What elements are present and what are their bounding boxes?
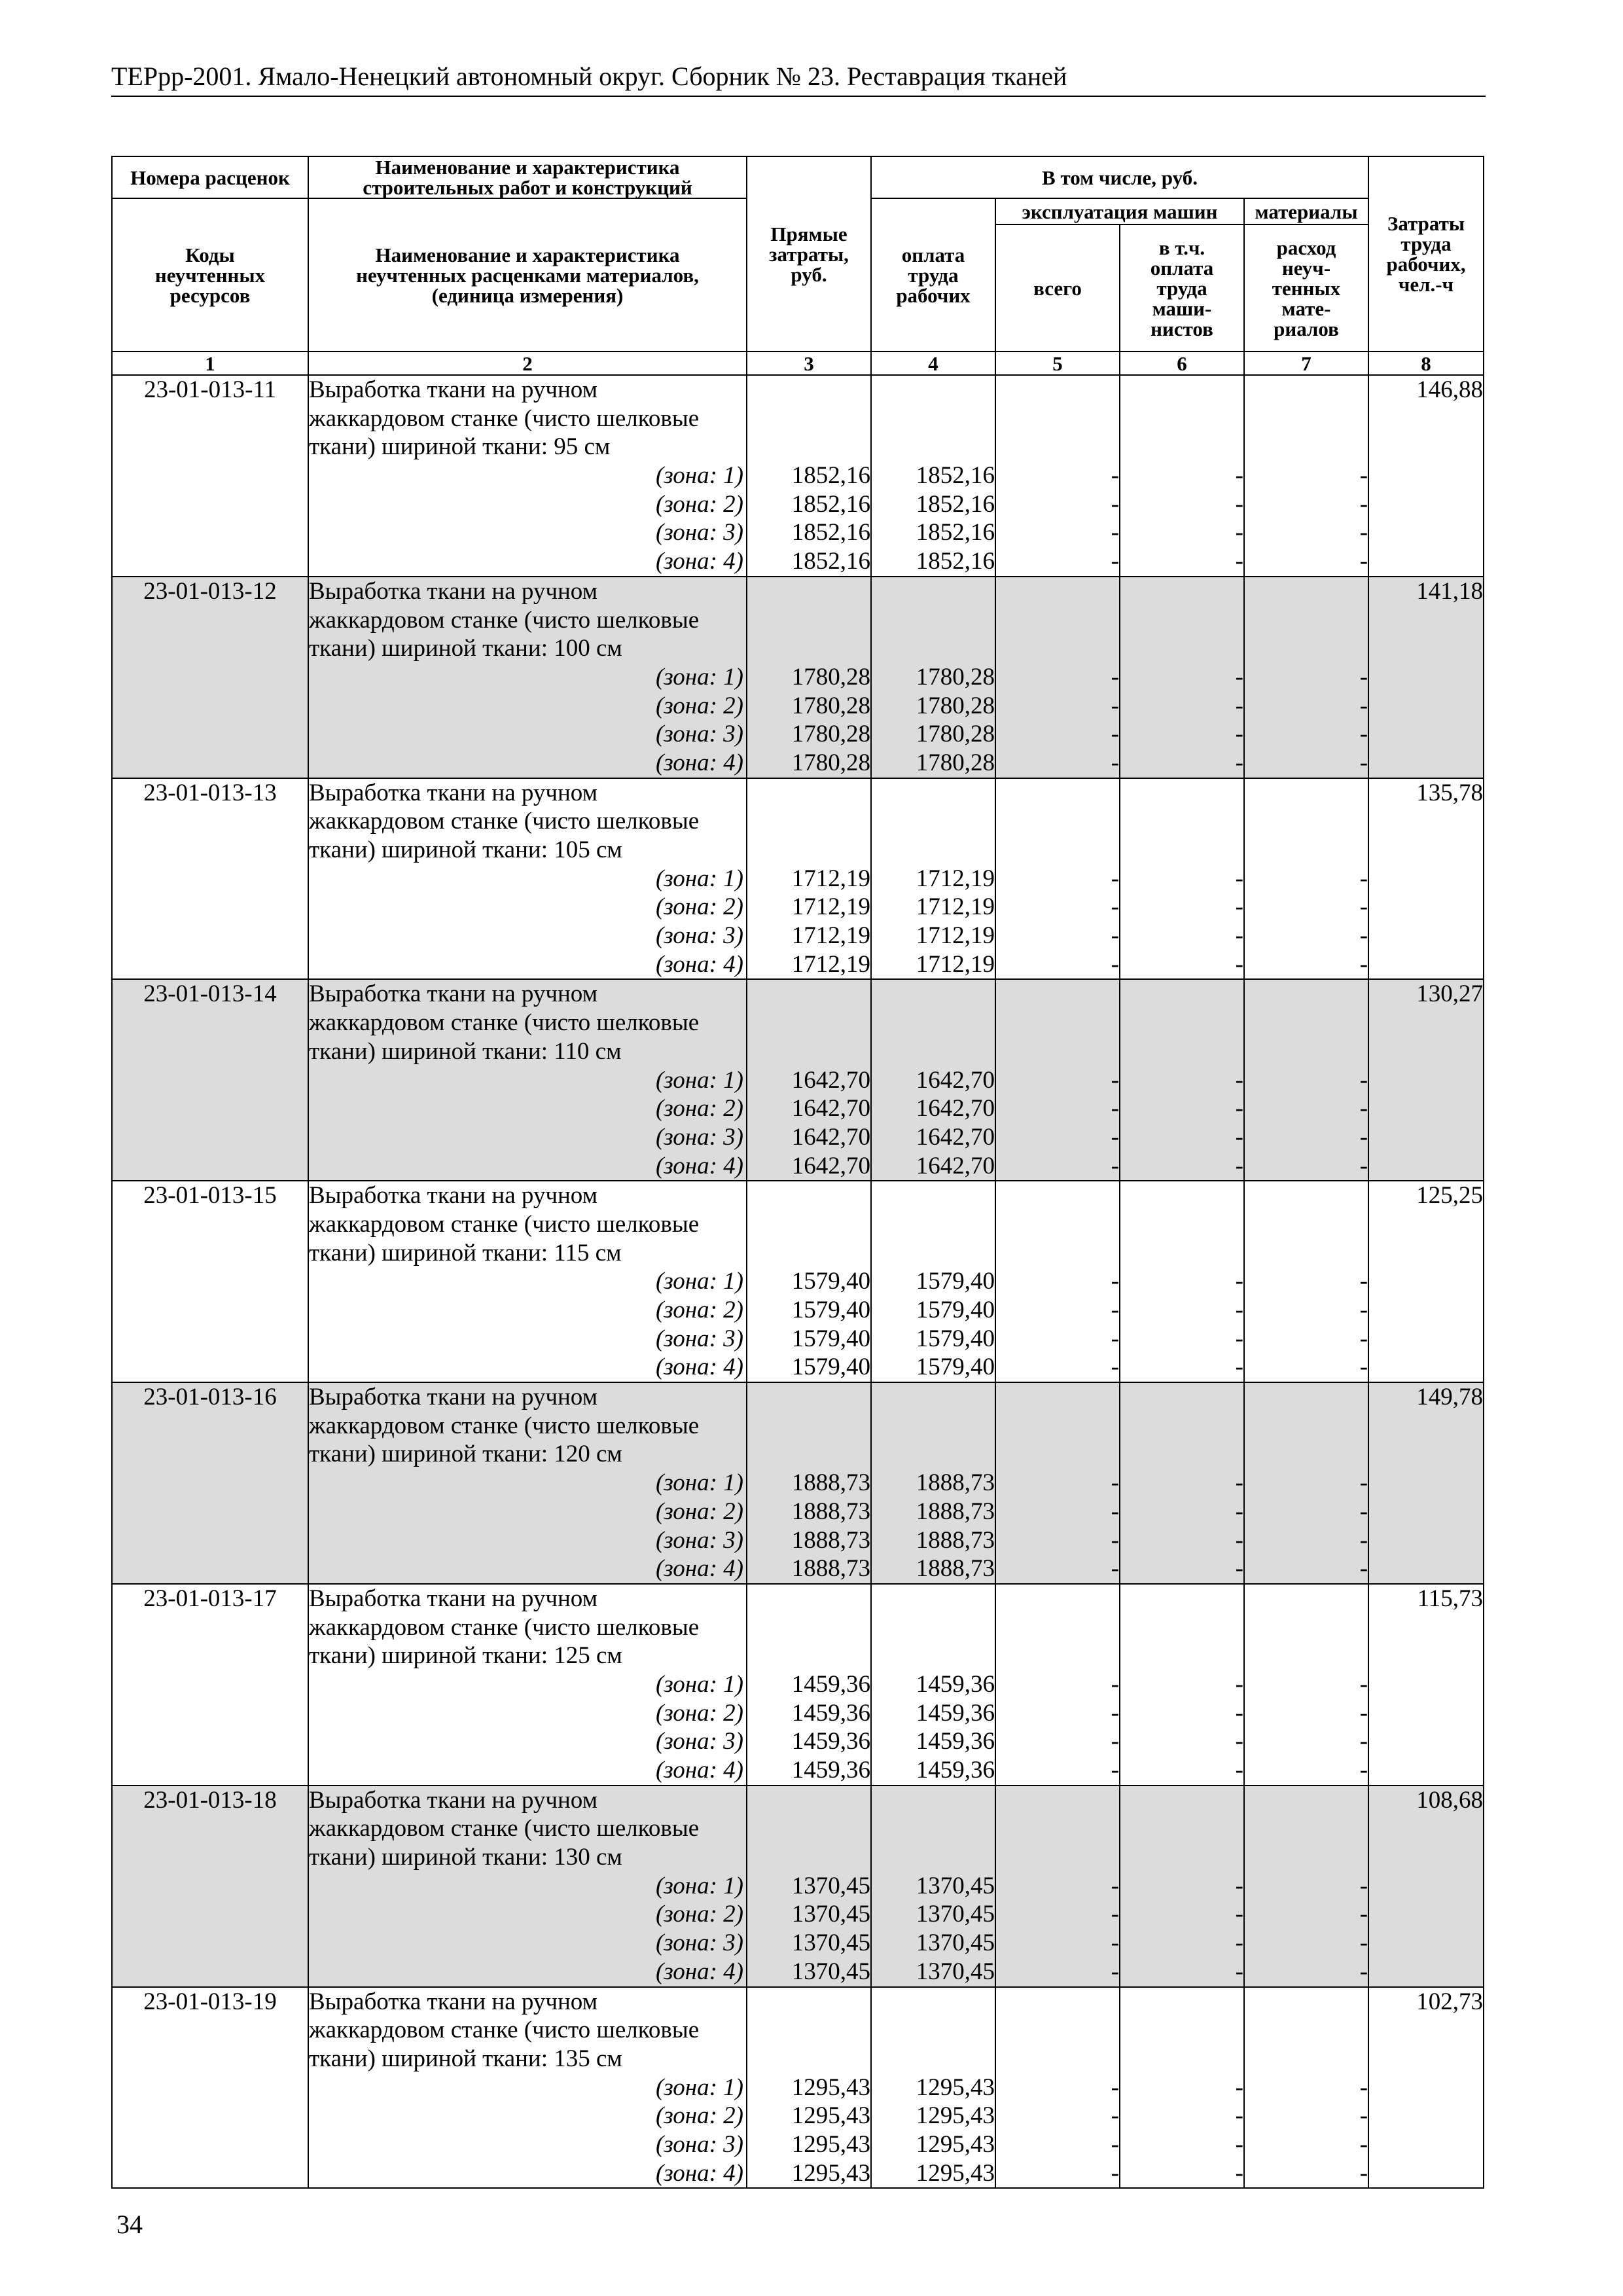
running-head: ТЕРрр-2001. Ямало-Ненецкий автономный округ. Сборник № 23. Реставрация тканей bbox=[111, 60, 1486, 97]
machinist-wages: - - - - bbox=[1120, 577, 1244, 778]
table-row bbox=[112, 1987, 1484, 2189]
labor-cost: 108,68 bbox=[1368, 1785, 1484, 1987]
table-row bbox=[112, 1785, 1484, 1987]
column-number: 4 bbox=[871, 351, 995, 375]
column-number: 6 bbox=[1120, 351, 1244, 375]
wages: 1780,28 1780,28 1780,28 1780,28 bbox=[871, 577, 995, 778]
rate-code: 23-01-013-11 bbox=[112, 375, 308, 577]
machines-total: - - - - bbox=[995, 1584, 1120, 1785]
machinist-wages: - - - - bbox=[1120, 778, 1244, 980]
materials: - - - - bbox=[1244, 1785, 1368, 1987]
labor-cost: 135,78 bbox=[1368, 778, 1484, 980]
work-description: Выработка ткани на ручном жаккардовом станке (чисто шелковые ткани) шириной ткани: 110 см (зона: 1) (зона: 2) (зона: 3) (зона: 4) bbox=[308, 979, 747, 1181]
column-number: 8 bbox=[1368, 351, 1484, 375]
machines-total: - - - - bbox=[995, 1382, 1120, 1584]
machinist-wages: - - - - bbox=[1120, 1987, 1244, 2189]
header-rate-numbers: Номера расценок bbox=[112, 156, 308, 198]
table-row bbox=[112, 1181, 1484, 1382]
direct-cost: 1295,43 1295,43 1295,43 1295,43 bbox=[747, 1987, 871, 2189]
header-direct-costs: Прямые затраты, руб. bbox=[747, 156, 871, 351]
machinist-wages: - - - - bbox=[1120, 1785, 1244, 1987]
header-total: всего bbox=[995, 224, 1120, 351]
column-number: 3 bbox=[747, 351, 871, 375]
wages: 1888,73 1888,73 1888,73 1888,73 bbox=[871, 1382, 995, 1584]
column-number: 5 bbox=[995, 351, 1120, 375]
header-resource-codes: Коды неучтенных ресурсов bbox=[112, 198, 308, 351]
header-work-name: Наименование и характеристика строительных работ и конструкций bbox=[308, 156, 747, 198]
column-number: 7 bbox=[1244, 351, 1368, 375]
wages: 1295,43 1295,43 1295,43 1295,43 bbox=[871, 1987, 995, 2189]
table-row bbox=[112, 778, 1484, 980]
table-body bbox=[112, 375, 1484, 2188]
header-resource-name: Наименование и характеристика неучтенных расценками материалов, (единица измерения) bbox=[308, 198, 747, 351]
work-description: Выработка ткани на ручном жаккардовом станке (чисто шелковые ткани) шириной ткани: 130 см (зона: 1) (зона: 2) (зона: 3) (зона: 4) bbox=[308, 1785, 747, 1987]
labor-cost: 149,78 bbox=[1368, 1382, 1484, 1584]
labor-cost: 102,73 bbox=[1368, 1987, 1484, 2189]
materials: - - - - bbox=[1244, 1584, 1368, 1785]
rate-code: 23-01-013-17 bbox=[112, 1584, 308, 1785]
work-description: Выработка ткани на ручном жаккардовом станке (чисто шелковые ткани) шириной ткани: 95 см (зона: 1) (зона: 2) (зона: 3) (зона: 4) bbox=[308, 375, 747, 577]
header-machines: эксплуатация машин bbox=[995, 198, 1244, 224]
page-number: 34 bbox=[116, 2210, 143, 2239]
rate-code: 23-01-013-13 bbox=[112, 778, 308, 980]
machines-total: - - - - bbox=[995, 1181, 1120, 1382]
work-description: Выработка ткани на ручном жаккардовом станке (чисто шелковые ткани) шириной ткани: 115 см (зона: 1) (зона: 2) (зона: 3) (зона: 4) bbox=[308, 1181, 747, 1382]
machinist-wages: - - - - bbox=[1120, 979, 1244, 1181]
machinist-wages: - - - - bbox=[1120, 375, 1244, 577]
work-description: Выработка ткани на ручном жаккардовом станке (чисто шелковые ткани) шириной ткани: 105 см (зона: 1) (зона: 2) (зона: 3) (зона: 4) bbox=[308, 778, 747, 980]
direct-cost: 1888,73 1888,73 1888,73 1888,73 bbox=[747, 1382, 871, 1584]
column-number: 2 bbox=[308, 351, 747, 375]
header-wages: оплата труда рабочих bbox=[871, 198, 995, 351]
machines-total: - - - - bbox=[995, 577, 1120, 778]
work-description: Выработка ткани на ручном жаккардовом станке (чисто шелковые ткани) шириной ткани: 120 см (зона: 1) (зона: 2) (зона: 3) (зона: 4) bbox=[308, 1382, 747, 1584]
machines-total: - - - - bbox=[995, 979, 1120, 1181]
table-row bbox=[112, 979, 1484, 1181]
header-unaccounted-materials: расход неуч- тенных мате- риалов bbox=[1244, 224, 1368, 351]
header-labor: Затраты труда рабочих, чел.-ч bbox=[1368, 156, 1484, 351]
header-including: В том числе, руб. bbox=[871, 156, 1368, 198]
work-description: Выработка ткани на ручном жаккардовом станке (чисто шелковые ткани) шириной ткани: 100 см (зона: 1) (зона: 2) (зона: 3) (зона: 4) bbox=[308, 577, 747, 778]
table-header bbox=[112, 156, 1484, 375]
wages: 1370,45 1370,45 1370,45 1370,45 bbox=[871, 1785, 995, 1987]
machines-total: - - - - bbox=[995, 778, 1120, 980]
rates-table bbox=[111, 156, 1484, 2189]
labor-cost: 125,25 bbox=[1368, 1181, 1484, 1382]
materials: - - - - bbox=[1244, 778, 1368, 980]
direct-cost: 1712,19 1712,19 1712,19 1712,19 bbox=[747, 778, 871, 980]
machinist-wages: - - - - bbox=[1120, 1382, 1244, 1584]
work-description: Выработка ткани на ручном жаккардовом станке (чисто шелковые ткани) шириной ткани: 125 см (зона: 1) (зона: 2) (зона: 3) (зона: 4) bbox=[308, 1584, 747, 1785]
direct-cost: 1459,36 1459,36 1459,36 1459,36 bbox=[747, 1584, 871, 1785]
rate-code: 23-01-013-15 bbox=[112, 1181, 308, 1382]
wages: 1642,70 1642,70 1642,70 1642,70 bbox=[871, 979, 995, 1181]
wages: 1459,36 1459,36 1459,36 1459,36 bbox=[871, 1584, 995, 1785]
materials: - - - - bbox=[1244, 1987, 1368, 2189]
rate-code: 23-01-013-19 bbox=[112, 1987, 308, 2189]
materials: - - - - bbox=[1244, 979, 1368, 1181]
rate-code: 23-01-013-18 bbox=[112, 1785, 308, 1987]
table-row bbox=[112, 375, 1484, 577]
machines-total: - - - - bbox=[995, 375, 1120, 577]
column-number: 1 bbox=[112, 351, 308, 375]
labor-cost: 130,27 bbox=[1368, 979, 1484, 1181]
table-row bbox=[112, 577, 1484, 778]
direct-cost: 1642,70 1642,70 1642,70 1642,70 bbox=[747, 979, 871, 1181]
wages: 1712,19 1712,19 1712,19 1712,19 bbox=[871, 778, 995, 980]
direct-cost: 1780,28 1780,28 1780,28 1780,28 bbox=[747, 577, 871, 778]
materials: - - - - bbox=[1244, 375, 1368, 577]
wages: 1852,16 1852,16 1852,16 1852,16 bbox=[871, 375, 995, 577]
labor-cost: 146,88 bbox=[1368, 375, 1484, 577]
materials: - - - - bbox=[1244, 1181, 1368, 1382]
machinist-wages: - - - - bbox=[1120, 1584, 1244, 1785]
direct-cost: 1579,40 1579,40 1579,40 1579,40 bbox=[747, 1181, 871, 1382]
rate-code: 23-01-013-14 bbox=[112, 979, 308, 1181]
header-machinist-wages: в т.ч. оплата труда маши- нистов bbox=[1120, 224, 1244, 351]
labor-cost: 115,73 bbox=[1368, 1584, 1484, 1785]
materials: - - - - bbox=[1244, 1382, 1368, 1584]
table-row bbox=[112, 1382, 1484, 1584]
rate-code: 23-01-013-16 bbox=[112, 1382, 308, 1584]
machines-total: - - - - bbox=[995, 1785, 1120, 1987]
machines-total: - - - - bbox=[995, 1987, 1120, 2189]
rate-code: 23-01-013-12 bbox=[112, 577, 308, 778]
labor-cost: 141,18 bbox=[1368, 577, 1484, 778]
materials: - - - - bbox=[1244, 577, 1368, 778]
work-description: Выработка ткани на ручном жаккардовом станке (чисто шелковые ткани) шириной ткани: 135 см (зона: 1) (зона: 2) (зона: 3) (зона: 4) bbox=[308, 1987, 747, 2189]
wages: 1579,40 1579,40 1579,40 1579,40 bbox=[871, 1181, 995, 1382]
table-row bbox=[112, 1584, 1484, 1785]
machinist-wages: - - - - bbox=[1120, 1181, 1244, 1382]
header-materials: материалы bbox=[1244, 198, 1368, 224]
direct-cost: 1852,16 1852,16 1852,16 1852,16 bbox=[747, 375, 871, 577]
direct-cost: 1370,45 1370,45 1370,45 1370,45 bbox=[747, 1785, 871, 1987]
